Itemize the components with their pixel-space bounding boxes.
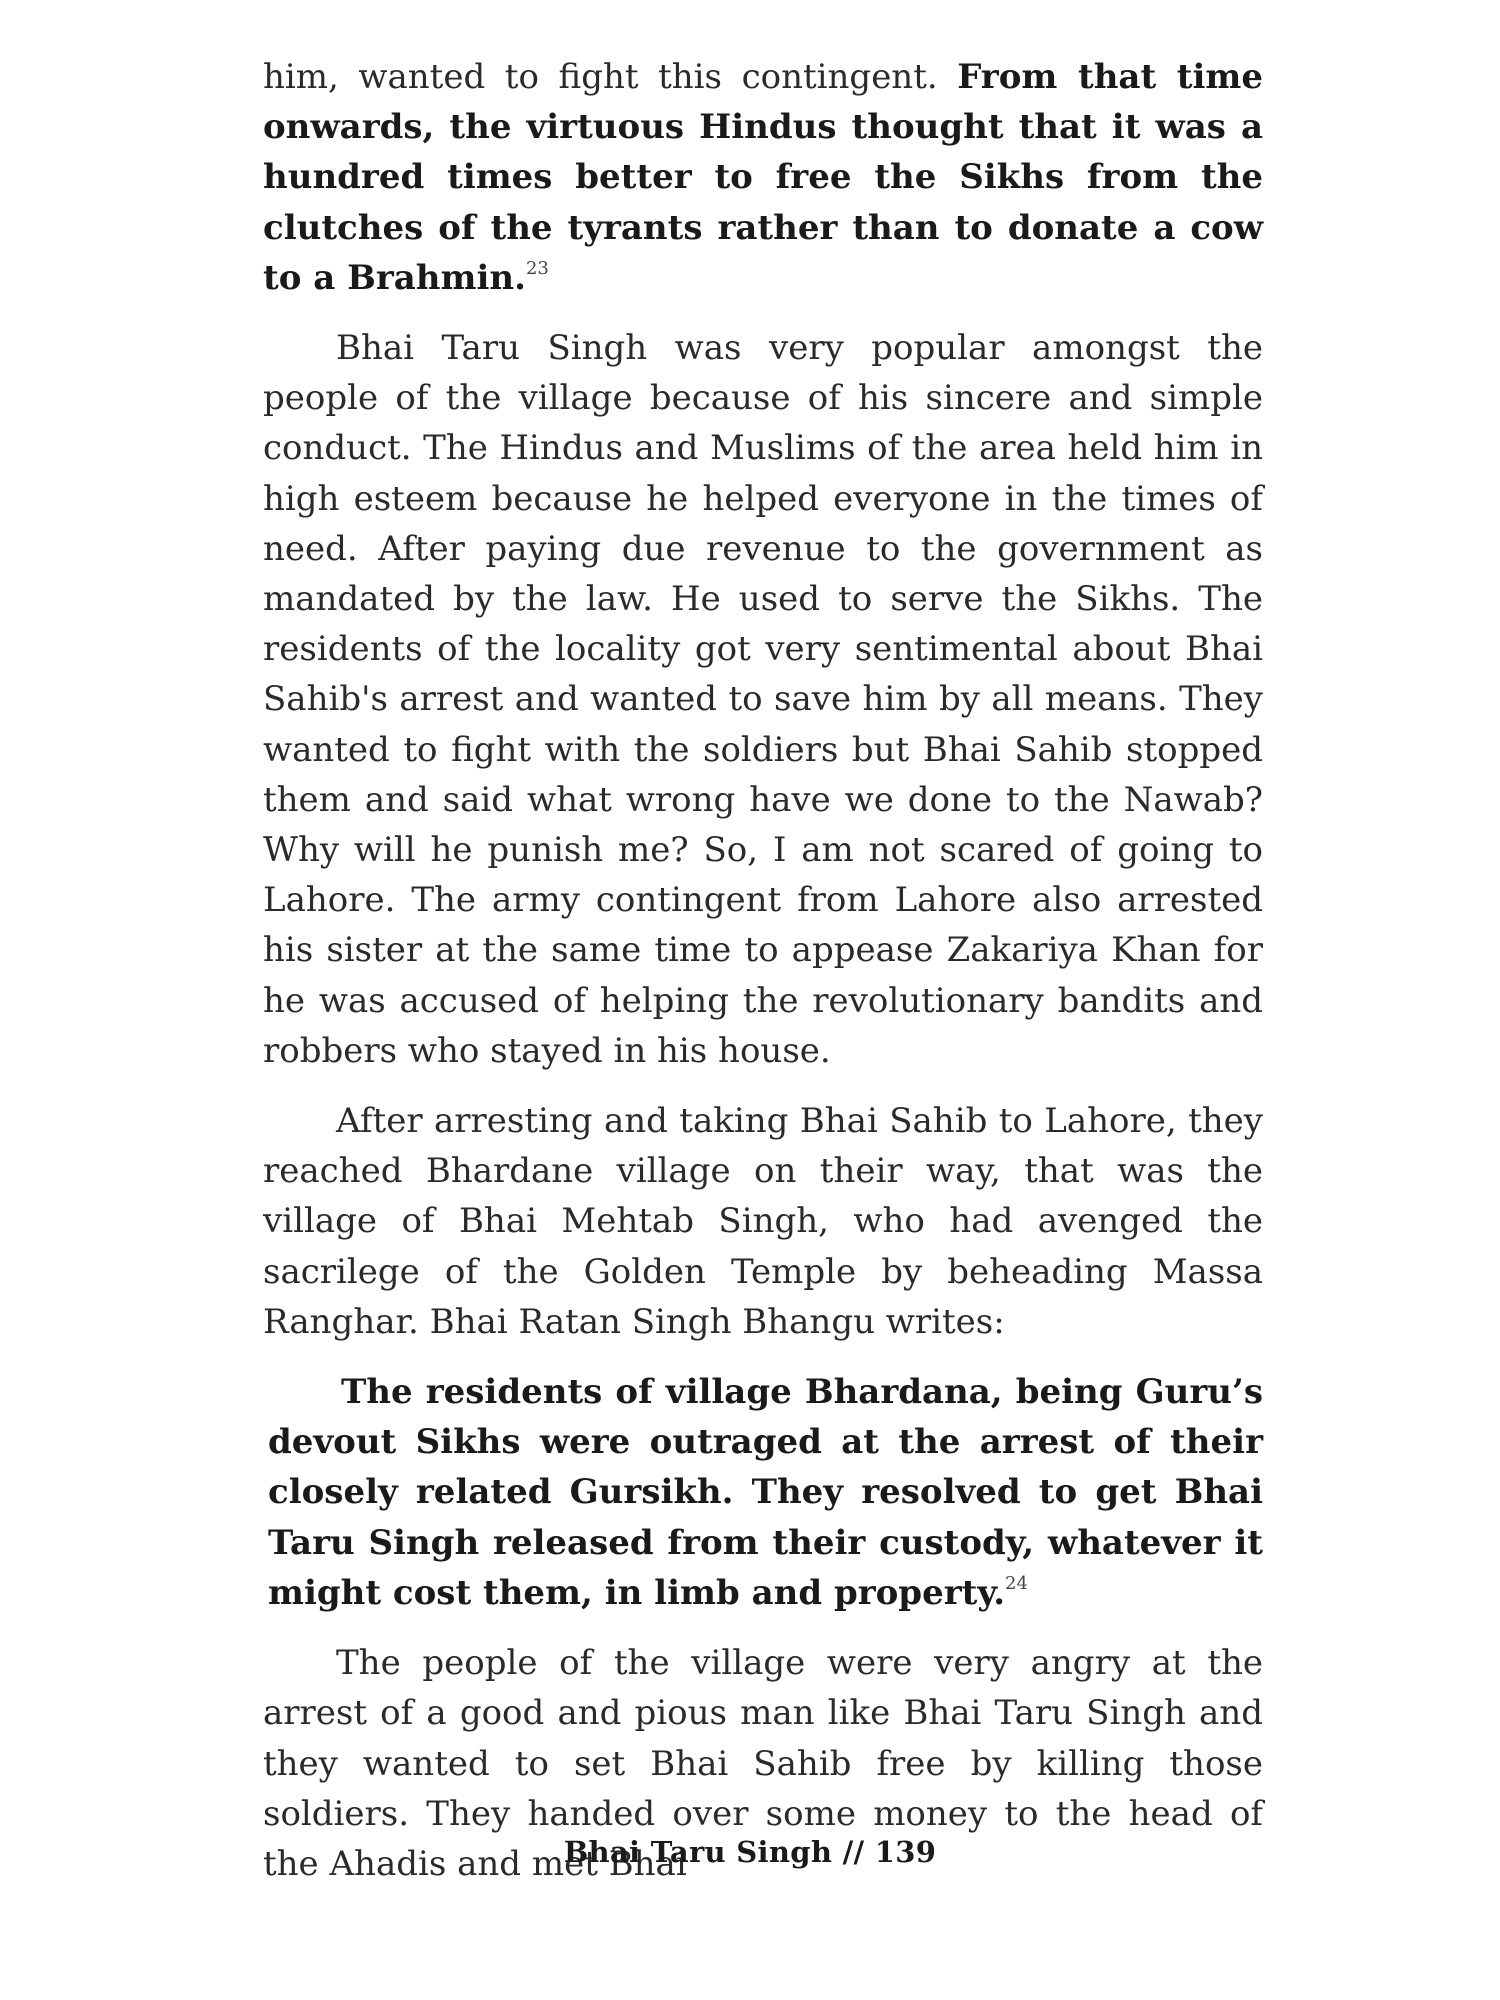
paragraph-taru-singh-popularity [263,323,1263,1076]
paragraph-text: After arresting and taking Bhai Sahib to Lahore, they reached Bhardane village on their way, that was the village of Bhai Mehtab Singh, who had avenged the sacrilege of the Golden Temple by beheading Massa Ranghar. Bhai Ratan Singh Bhangu writes: [263,1101,1263,1342]
page-body [263,52,1263,1889]
footnote-marker: 23 [525,257,549,279]
page-footer: Bhai Taru Singh // 139 [563,1835,937,1869]
footnote-marker: 24 [1005,1572,1028,1594]
paragraph-continuation [263,52,1263,303]
quote-text: The residents of village Bhardana, being Guru’s devout Sikhs were outraged at the arrest of their closely related Gursikh. They resolved to get Bhai Taru Singh released from their custody, whatever it might cost them, in limb and property. [268,1372,1263,1613]
paragraph-text: Bhai Taru Singh was very popular amongst the people of the village because of his sincere and simple conduct. The Hindus and Muslims of the area held him in high esteem because he helped everyone in the times of need. After paying due revenue to the government as mandated by the law. He used to serve the Sikhs. The residents of the locality got very sentimental about Bhai Sahib's arrest and wanted to save him by all means. They wanted to fight with the soldiers but Bhai Sahib stopped them and said what wrong have we done to the Nawab? Why will he punish me? So, I am not scared of going to Lahore. The army contingent from Lahore also arrested his sister at the same time to appease Zakariya Khan for he was accused of helping the revolutionary bandits and robbers who stayed in his house. [263,328,1263,1071]
paragraph-bhardane-village [263,1096,1263,1347]
emphasized-text: From that time onwards, the virtuous Hindus thought that it was a hundred times better to free the Sikhs from the clutches of the tyrants rather than to donate a cow to a Brahmin. [263,57,1263,298]
paragraph-text: The people of the village were very angry at the arrest of a good and pious man like Bhai Taru Singh and they wanted to set Bhai Sahib free by killing those soldiers. They handed over some money to the head of the Ahadis and met Bhai [263,1643,1263,1884]
paragraph-text: him, wanted to fight this contingent. [263,57,958,97]
block-quote [263,1367,1263,1618]
